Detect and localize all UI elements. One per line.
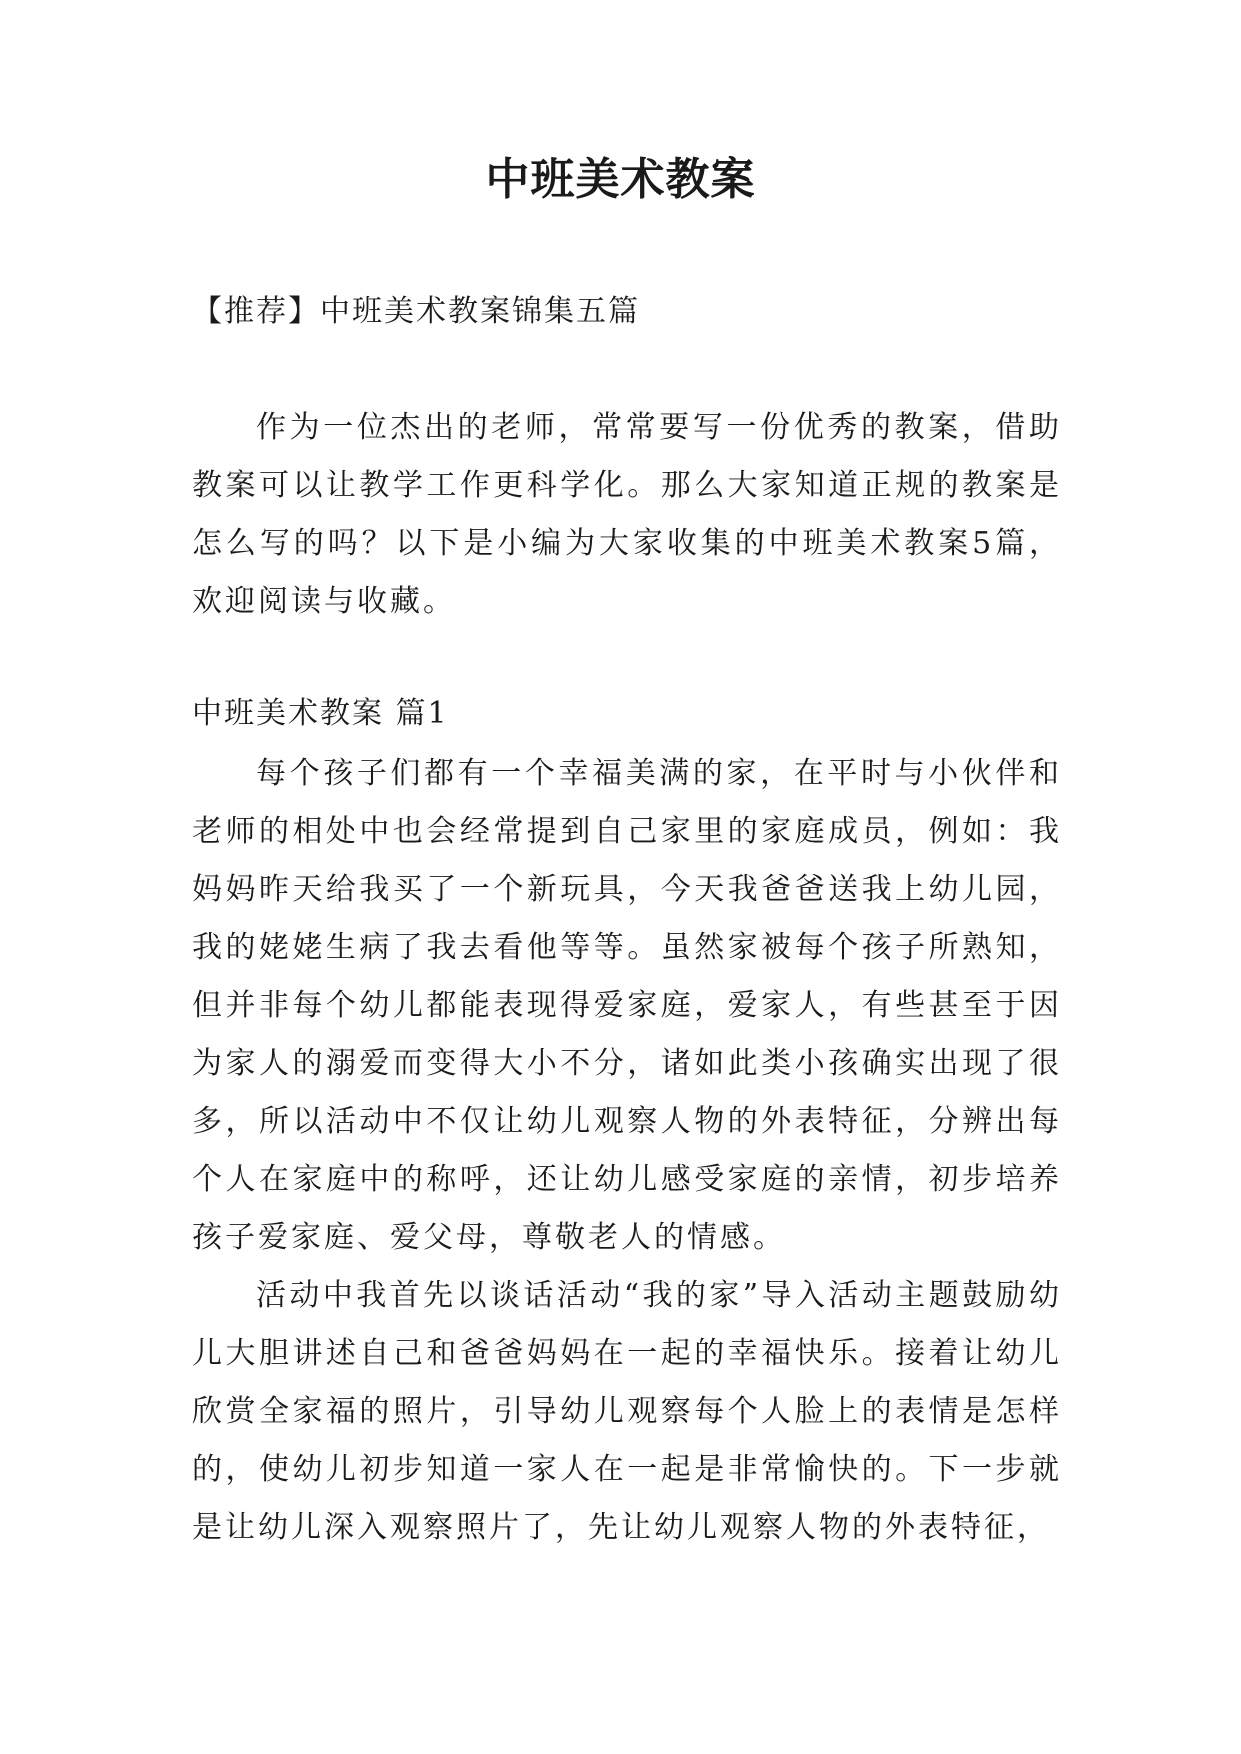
section-heading: 中班美术教案 篇1: [192, 696, 449, 731]
document-title: 中班美术教案: [485, 154, 756, 205]
section-paragraph-1: 每个孩子们都有一个幸福美满的家，在平时与小伙伴和老师的相处中也会经常提到自己家里的家庭成员，例如：我妈妈昨天给我买了一个新玩具，今天我爸爸送我上幼儿园，我的姥姥生病了我去看他等等。虽然家被每个孩子所熟知，但并非每个幼儿都能表现得爱家庭，爱家人，有些甚至于因为家人的溺爱而变得大小不分，诸如此类小孩确实出现了很多，所以活动中不仅让幼儿观察人物的外表特征，分辨出每个人在家庭中的称呼，还让幼儿感受家庭的亲情，初步培养孩子爱家庭、爱父母，尊敬老人的情感。: [192, 756, 1062, 1255]
intro-paragraph: 作为一位杰出的老师，常常要写一份优秀的教案，借助教案可以让教学工作更科学化。那么大家知道正规的教案是怎么写的吗？以下是小编为大家收集的中班美术教案5篇，欢迎阅读与收藏。: [192, 410, 1062, 619]
section-body: [192, 745, 1062, 1557]
intro-block: [192, 399, 1062, 631]
document-subtitle: 【推荐】中班美术教案锦集五篇: [192, 294, 640, 329]
section-paragraph-2: 活动中我首先以谈话活动“我的家”导入活动主题鼓励幼儿大胆讲述自己和爸爸妈妈在一起的幸福快乐。接着让幼儿欣赏全家福的照片，引导幼儿观察每个人脸上的表情是怎样的，使幼儿初步知道一家人在一起是非常愉快的。下一步就是让幼儿深入观察照片了，先让幼儿观察人物的外表特征，: [192, 1278, 1062, 1545]
